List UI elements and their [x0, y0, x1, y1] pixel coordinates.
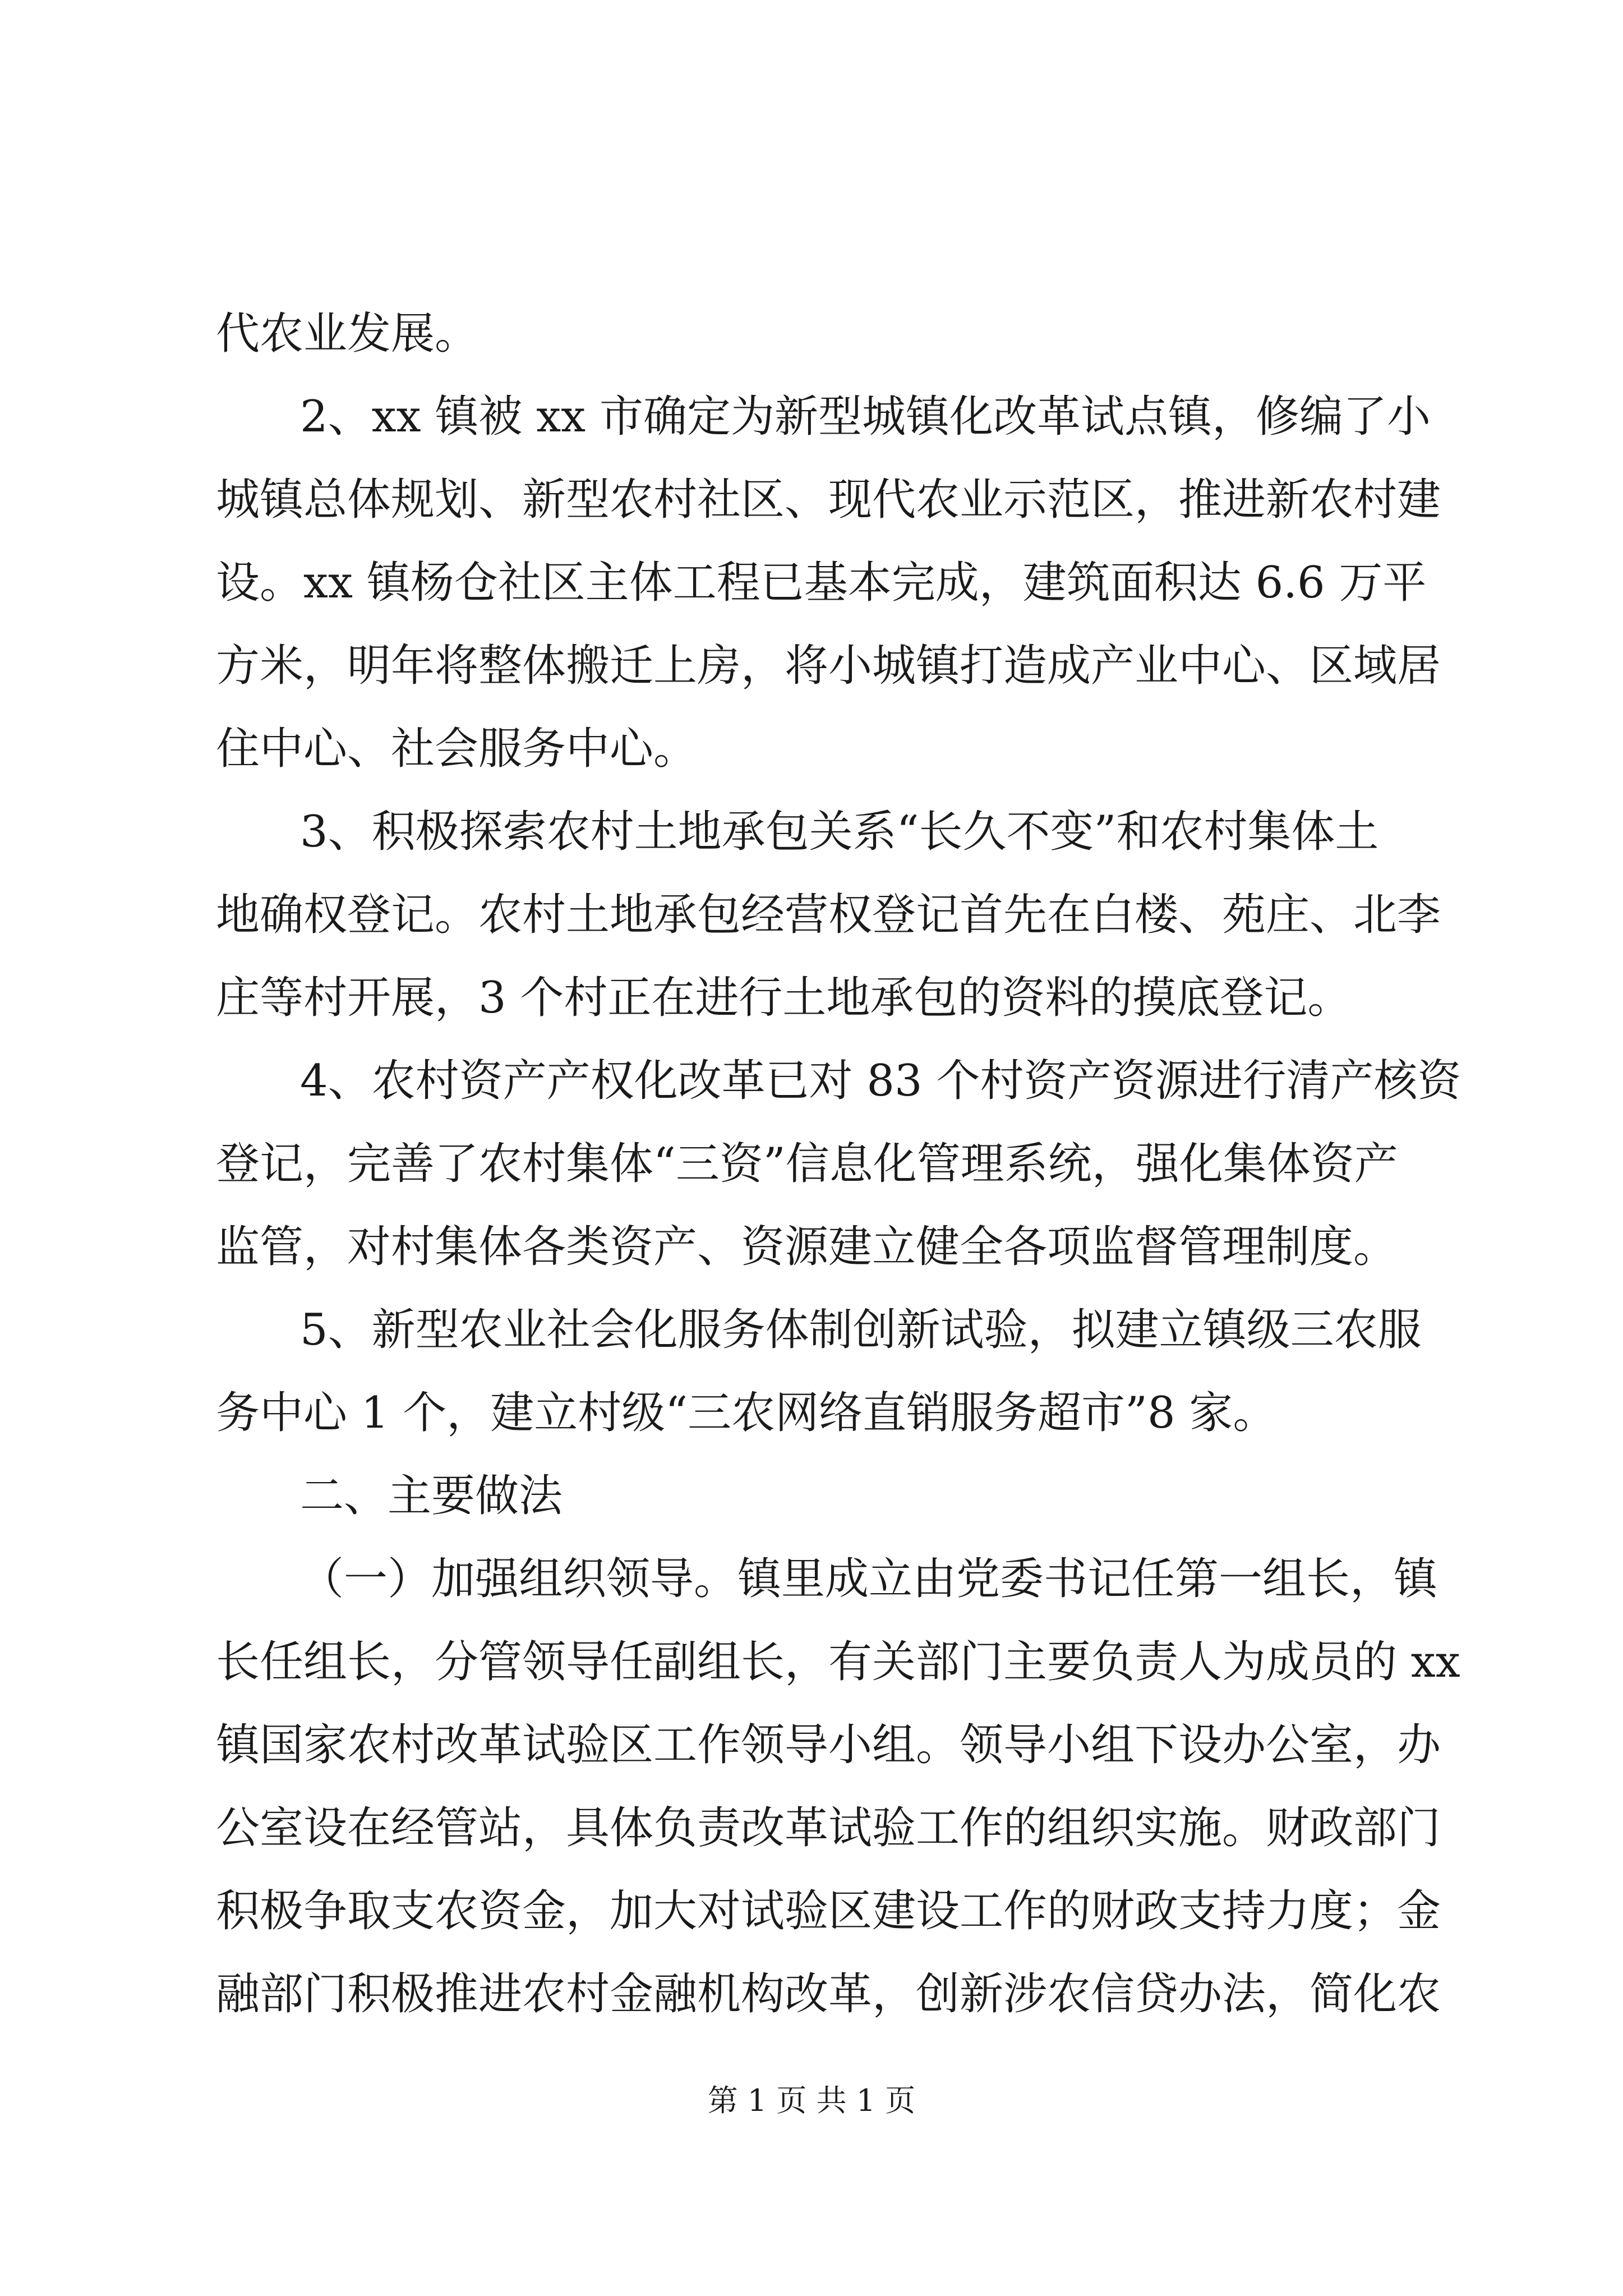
text-line-14: 务中心 1 个，建立村级“三农网络直销服务超市”8 家。 — [216, 1388, 1277, 1438]
text-line-17: 长任组长，分管领导任副组长，有关部门主要负责人为成员的 xx — [216, 1637, 1460, 1687]
page-footer: 第 1 页 共 1 页 — [707, 2083, 916, 2118]
text-line-18: 镇国家农村改革试验区工作领导小组。领导小组下设办公室，办 — [216, 1720, 1441, 1770]
text-line-10: 4、农村资产产权化改革已对 83 个村资产资源进行清产核资 — [300, 1056, 1461, 1106]
text-line-8: 地确权登记。农村土地承包经营权登记首先在白楼、苑庄、北李 — [216, 890, 1441, 940]
text-line-2: 2、xx 镇被 xx 市确定为新型城镇化改革试点镇，修编了小 — [300, 392, 1431, 442]
text-line-7: 3、积极探索农村土地承包关系“长久不变”和农村集体土 — [300, 807, 1379, 857]
text-line-6: 住中心、社会服务中心。 — [216, 724, 698, 774]
text-line-13: 5、新型农业社会化服务体制创新试验，拟建立镇级三农服 — [300, 1305, 1422, 1355]
text-line-12: 监管，对村集体各类资产、资源建立健全各项监督管理制度。 — [216, 1222, 1398, 1272]
section-heading: 二、主要做法 — [300, 1471, 563, 1521]
text-line-9: 庄等村开展，3 个村正在进行土地承包的资料的摸底登记。 — [216, 973, 1352, 1023]
text-line-11: 登记，完善了农村集体“三资”信息化管理系统，强化集体资产 — [216, 1139, 1398, 1189]
text-line-20: 积极争取支农资金，加大对试验区建设工作的财政支持力度；金 — [216, 1886, 1441, 1936]
text-line-16: （一）加强组织领导。镇里成立由党委书记任第一组长，镇 — [300, 1554, 1438, 1604]
text-line-3: 城镇总体规划、新型农村社区、现代农业示范区，推进新农村建 — [216, 475, 1441, 525]
text-line-4: 设。xx 镇杨仓社区主体工程已基本完成，建筑面积达 6.6 万平 — [216, 558, 1427, 608]
text-line-5: 方米，明年将整体搬迁上房，将小城镇打造成产业中心、区域居 — [216, 641, 1441, 691]
text-line-19: 公室设在经管站，具体负责改革试验工作的组织实施。财政部门 — [216, 1803, 1441, 1853]
text-line-1: 代农业发展。 — [216, 309, 479, 359]
text-line-21: 融部门积极推进农村金融机构改革，创新涉农信贷办法，简化农 — [216, 1969, 1441, 2019]
